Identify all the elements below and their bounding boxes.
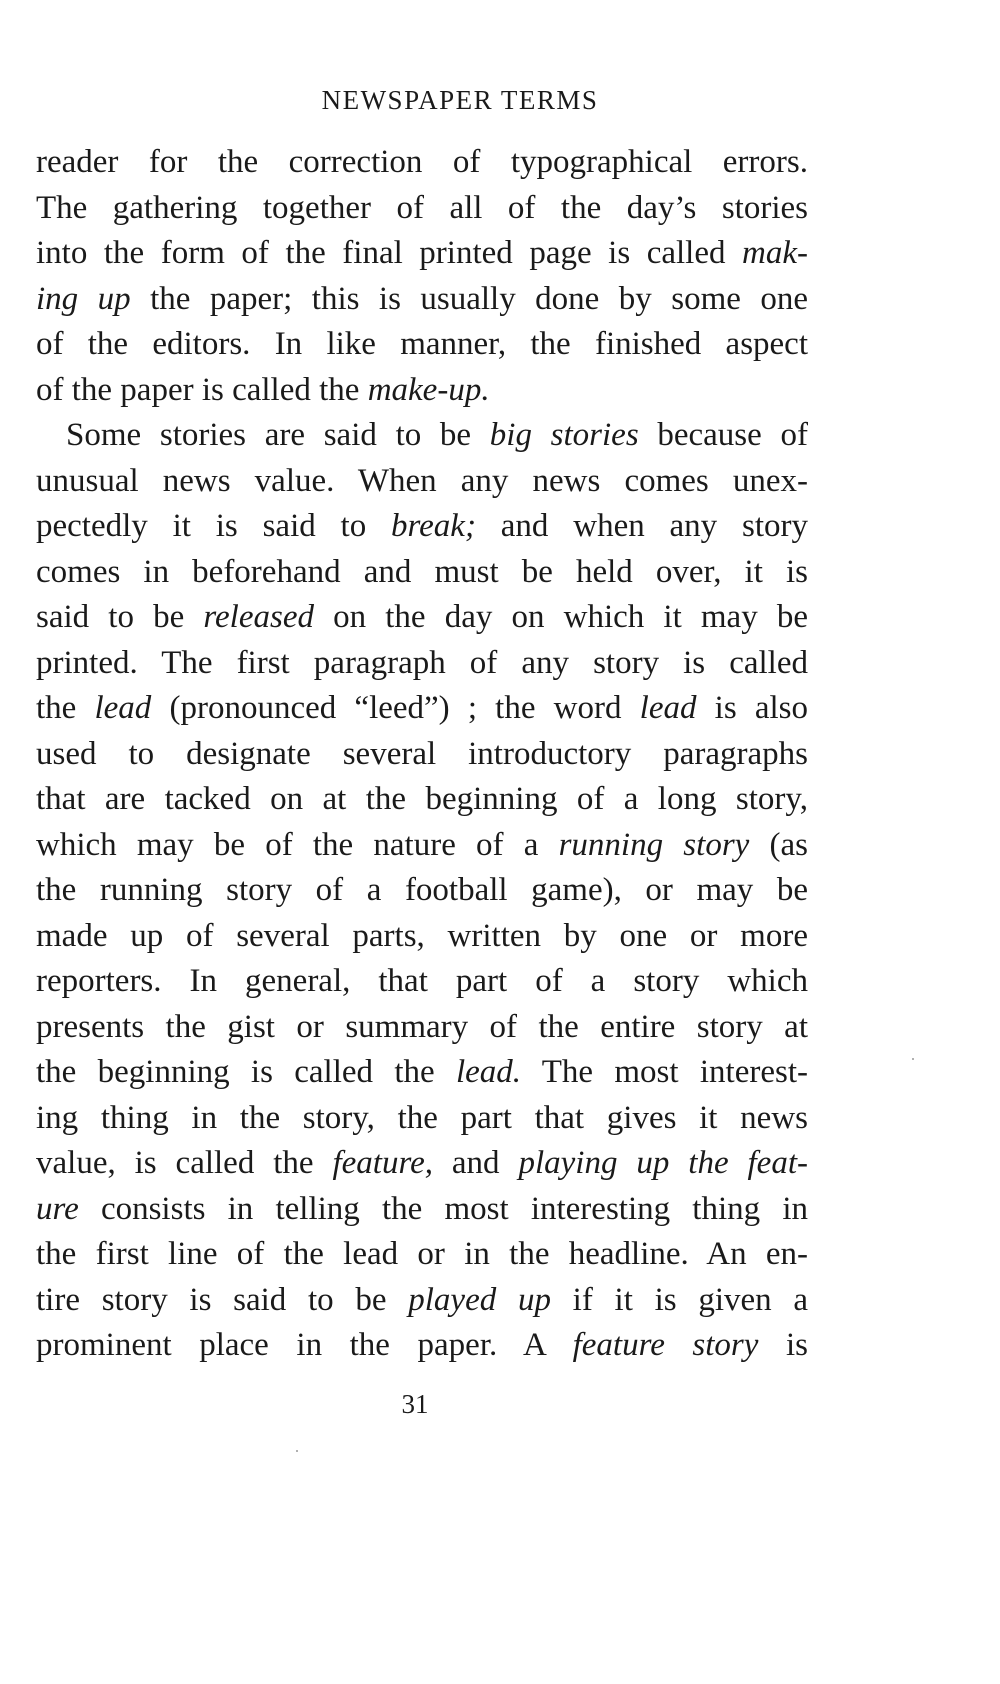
text-run: The gathering together of all of the day’s stories	[36, 189, 808, 226]
text-run: prominent place in the paper. A	[36, 1327, 573, 1363]
italic-term: feature story	[572, 1327, 759, 1363]
text-run: is also	[696, 690, 808, 726]
text-run: made up of several parts, written by one or more	[36, 917, 808, 954]
text-line	[36, 595, 808, 641]
italic-term: feature,	[332, 1145, 433, 1181]
text-run: on the day on which it may be	[313, 599, 808, 635]
text-run: ing thing in the story, the part that gives it news	[36, 1099, 808, 1136]
running-head: NEWSPAPER TERMS	[321, 85, 599, 115]
print-speck	[912, 1058, 914, 1060]
text-run: the running story of a football game), or may be	[36, 872, 808, 908]
text-run: if it is given a	[550, 1281, 809, 1318]
text-line	[36, 368, 808, 414]
text-run: reader for the correction of typographical errors.	[36, 144, 808, 180]
text-line	[36, 868, 808, 914]
text-line	[36, 914, 808, 960]
text-run: tire story is said to be	[36, 1281, 409, 1318]
text-run: Some stories are said to be	[66, 417, 490, 453]
text-run: the beginning is called the	[36, 1054, 456, 1090]
text-line	[36, 322, 808, 368]
italic-term: playing up the feat-	[518, 1145, 808, 1181]
text-line	[36, 1232, 808, 1278]
text-line	[36, 1187, 808, 1233]
print-speck	[296, 1450, 298, 1452]
text-run: the paper; this is usually done by some one	[130, 280, 808, 317]
italic-term: released	[203, 599, 314, 635]
text-line	[36, 1278, 808, 1324]
text-line	[36, 277, 808, 323]
text-run: comes in beforehand and must be held over, it is	[36, 553, 808, 590]
text-run: used to designate several introductory paragraphs	[36, 735, 808, 772]
text-run: is	[758, 1327, 809, 1363]
italic-term: ure	[36, 1190, 79, 1227]
text-run: said to be	[36, 599, 204, 635]
text-line	[36, 1096, 808, 1142]
text-run: because of	[638, 417, 808, 453]
text-line	[36, 550, 808, 596]
italic-term: running story	[558, 826, 750, 863]
text-line	[36, 413, 808, 459]
text-run: and when any story	[475, 508, 808, 544]
text-line	[36, 231, 808, 277]
italic-term: played up	[408, 1281, 551, 1318]
text-line	[36, 140, 808, 186]
text-line	[36, 641, 808, 687]
italic-term: lead	[94, 690, 152, 726]
italic-term: lead.	[455, 1054, 522, 1090]
page-number: 31	[401, 1389, 429, 1419]
text-run: the first line of the lead or in the headline. An en-	[36, 1236, 808, 1272]
body-text	[36, 140, 808, 1369]
text-line	[36, 959, 808, 1005]
italic-term: big stories	[489, 417, 639, 453]
text-line	[36, 459, 808, 505]
italic-term: mak-	[742, 235, 808, 271]
text-run: The most interest-	[521, 1054, 808, 1090]
text-run: of the editors. In like manner, the finished aspect	[36, 326, 808, 362]
italic-term: ing up	[36, 280, 131, 317]
text-run: (pronounced “leed”) ; the word	[151, 690, 640, 726]
text-line	[36, 686, 808, 732]
text-run: consists in telling the most interesting thing in	[78, 1190, 808, 1227]
text-run: reporters. In general, that part of a story which	[36, 963, 808, 999]
text-run: (as	[749, 826, 808, 863]
text-run: the	[36, 690, 95, 726]
text-line	[36, 1005, 808, 1051]
text-line	[36, 732, 808, 778]
text-run: unusual news value. When any news comes unex-	[36, 462, 808, 499]
text-line	[36, 186, 808, 232]
text-run: of the paper is called the	[36, 371, 368, 408]
italic-term: make-up.	[367, 371, 490, 408]
text-line	[36, 504, 808, 550]
text-run: pectedly it is said to	[36, 508, 392, 544]
text-run: that are tacked on at the beginning of a long story,	[36, 781, 808, 817]
text-line	[36, 777, 808, 823]
italic-term: break;	[391, 508, 476, 544]
text-run: value, is called the	[36, 1145, 333, 1181]
text-line	[36, 1323, 808, 1369]
italic-term: lead	[639, 690, 697, 726]
text-run: printed. The first paragraph of any story is called	[36, 644, 808, 681]
text-line	[36, 1141, 808, 1187]
text-run: which may be of the nature of a	[36, 826, 559, 863]
text-run: and	[432, 1145, 519, 1181]
text-line	[36, 1050, 808, 1096]
text-run: into the form of the final printed page is called	[36, 235, 743, 271]
text-run: presents the gist or summary of the entire story at	[36, 1008, 808, 1045]
text-line	[36, 823, 808, 869]
